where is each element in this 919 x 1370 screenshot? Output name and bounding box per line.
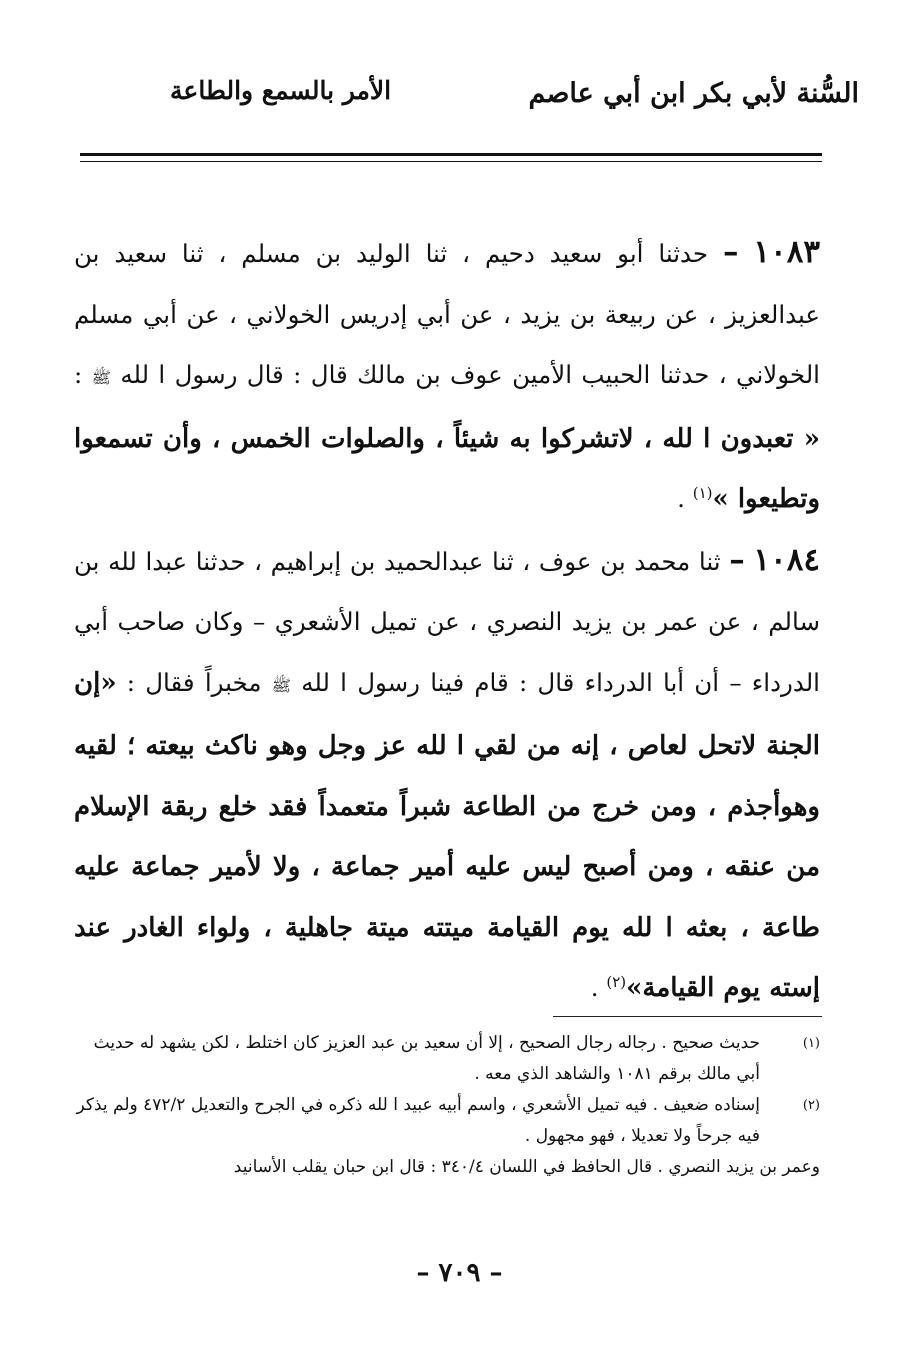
chapter-title: الأمر بالسمع والطاعة	[170, 76, 392, 105]
footnote-ref-2[interactable]: (٢)	[606, 972, 627, 991]
hadith-isnad: حدثنا أبو سعيد دحيم ، ثنا الوليد بن مسلم ، ثنا سعيد بن عبدالعزيز ، عن ربيعة بن يزيد ، عن أبي إدريس الخولاني ، عن أبي مسلم الخولاني ، حدثنا الحبيب الأمين عوف بن مالك قال : قال رسول ا لله	[74, 239, 820, 389]
page-header	[60, 70, 859, 120]
footnote-number: (٢)	[802, 1098, 820, 1113]
colon-text: :	[74, 360, 92, 389]
page-number: – ٧٠٩ –	[416, 1258, 503, 1288]
hadith-dash: –	[722, 234, 739, 270]
salla-glyph: ﷺ	[271, 675, 292, 695]
end-period: .	[677, 484, 693, 513]
hadith-matn: « تعبدون ا لله ، لاتشركوا به شيئاً ، والصلوات الخمس ، وأن تسمعوا وتطيعوا »	[74, 423, 820, 514]
footnote-text: حديث صحيح . رجاله رجال الصحيح ، إلا أن سعيد بن عبد العزيز كان اختلط ، لكن يشهد له حديث أبي مالك برقم ١٠٨١ والشاهد الذي معه .	[93, 1033, 760, 1084]
footnote-1	[70, 1028, 820, 1090]
salla-glyph: ﷺ	[91, 368, 111, 387]
footnotes	[70, 1028, 820, 1183]
header-rule-thick	[80, 153, 822, 156]
hadith-number: ١٠٨٤	[753, 541, 821, 578]
hadith-matn: «إن الجنة لاتحل لعاص ، إنه من لقي ا لله عز وجل وهو ناكث بيعته ؛ لقيه وهوأجذم ، ومن خرج من الطاعة شبراً متعمداً فقد خلع ربقة الإسلام من عنقه ، ومن أصبح ليس عليه أمير جماعة ، ولا لأمير جماعة عليه طاعة ، بعثه ا لله يوم القيامة ميتته ميتة جاهلية ، ولواء الغادر عند إسته يوم القيامة»	[74, 667, 820, 1003]
footnote-number: (١)	[802, 1036, 820, 1051]
end-period: .	[590, 973, 607, 1002]
footnote-separator	[553, 1016, 822, 1017]
hadith-1084	[74, 530, 820, 1019]
hadith-1083	[74, 222, 820, 530]
hadith-number: ١٠٨٣	[753, 234, 820, 270]
mid-text: مخبراً فقال :	[116, 667, 272, 697]
book-title: السُّنة لأبي بكر ابن أبي عاصم	[528, 78, 859, 109]
footnote-text: إسناده ضعيف . فيه تميل الأشعري ، واسم أبيه عبيد ا لله ذكره في الجرح والتعديل ٤٧٢/٢ ولم يذكر فيه جرحاً ولا تعديلا ، فهو مجهول .	[76, 1095, 760, 1146]
header-rule-thin	[80, 161, 822, 162]
hadith-dash: –	[729, 541, 745, 578]
main-text	[74, 222, 820, 1019]
hadith-isnad: ثنا محمد بن عوف ، ثنا عبدالحميد بن إبراهيم ، حدثنا عبدا لله بن سالم ، عن عمر بن يزيد النصري ، عن تميل الأشعري – وكان صاحب أبي الدرداء – أن أبا الدرداء قال : قام فينا رسول ا لله	[74, 546, 820, 697]
footnote-2	[70, 1090, 820, 1152]
footnote-continuation: وعمر بن يزيد النصري . قال الحافظ في اللسان ٣٤٠/٤ : قال ابن حبان يقلب الأسانيد	[233, 1157, 820, 1177]
footnote-ref-1[interactable]: (١)	[692, 483, 713, 502]
